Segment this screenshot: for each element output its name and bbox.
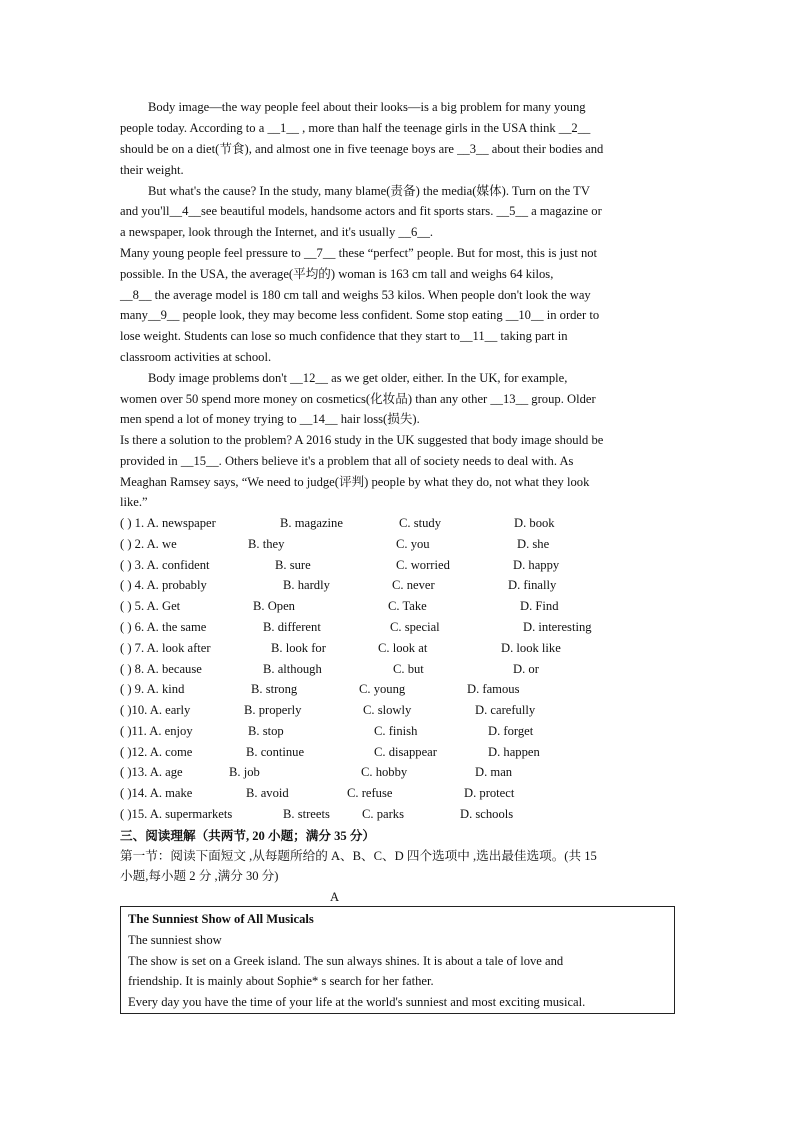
question-option-b: B. Open <box>253 599 295 613</box>
question-option-c: C. worried <box>396 558 450 572</box>
question-option-d: D. man <box>475 765 513 779</box>
question-option-a: ( ) 6. A. the same <box>120 620 207 634</box>
question-option-c: C. parks <box>362 807 404 821</box>
question-option-c: C. Take <box>388 599 427 613</box>
box-line: Every day you have the time of your life at the world's sunniest and most exciting musical. <box>128 995 586 1009</box>
question-option-a: ( )12. A. come <box>120 745 193 759</box>
question-option-d: D. she <box>517 537 550 551</box>
question-option-a: ( )10. A. early <box>120 703 191 717</box>
question-option-d: D. happen <box>488 745 540 759</box>
question-option-a: ( ) 3. A. confident <box>120 558 210 572</box>
question-option-c: C. hobby <box>361 765 408 779</box>
question-option-c: C. finish <box>374 724 418 738</box>
passage-line: lose weight. Students can lose so much confidence that they start to__11__ taking part in <box>120 329 568 343</box>
passage-line: a newspaper, look through the Internet, and it's usually __6__. <box>120 225 434 239</box>
question-option-a: ( ) 1. A. newspaper <box>120 516 216 530</box>
question-option-b: B. strong <box>251 682 298 696</box>
question-option-d: D. finally <box>508 578 557 592</box>
question-option-d: D. interesting <box>523 620 592 634</box>
part-label: A <box>330 890 340 904</box>
question-option-d: D. Find <box>520 599 559 613</box>
passage-line: __8__ the average model is 180 cm tall and weighs 53 kilos. When people don't look the way <box>120 288 591 302</box>
question-option-d: D. forget <box>488 724 534 738</box>
reading-passage-box <box>120 906 675 1014</box>
question-option-b: B. they <box>248 537 285 551</box>
question-option-a: ( ) 9. A. kind <box>120 682 185 696</box>
question-option-c: C. disappear <box>374 745 437 759</box>
question-option-b: B. although <box>263 662 322 676</box>
passage-line: Many young people feel pressure to __7__ these “perfect” people. But for most, this is just not <box>120 246 598 260</box>
question-option-c: C. study <box>399 516 441 530</box>
question-option-a: ( ) 2. A. we <box>120 537 177 551</box>
question-option-a: ( ) 8. A. because <box>120 662 202 676</box>
passage-line: Body image—the way people feel about their looks—is a big problem for many young <box>148 100 586 114</box>
passage-line: Is there a solution to the problem? A 2016 study in the UK suggested that body image should be <box>120 433 604 447</box>
box-line: friendship. It is mainly about Sophie* s search for her father. <box>128 974 434 988</box>
question-option-a: ( ) 7. A. look after <box>120 641 211 655</box>
passage-line: classroom activities at school. <box>120 350 272 364</box>
question-option-c: C. special <box>390 620 440 634</box>
question-option-b: B. streets <box>283 807 330 821</box>
passage-line: and you'll__4__see beautiful models, handsome actors and fit sports stars. __5__ a magazine or <box>120 204 602 218</box>
passage-line: people today. According to a __1__ , more than half the teenage girls in the USA think __2__ <box>120 121 591 135</box>
passage-line: women over 50 spend more money on cosmetics(化妆品) than any other __13__ group. Older <box>120 392 596 406</box>
question-option-d: D. look like <box>501 641 561 655</box>
question-option-b: B. continue <box>246 745 305 759</box>
question-option-a: ( ) 4. A. probably <box>120 578 207 592</box>
question-option-b: B. look for <box>271 641 326 655</box>
question-option-d: D. protect <box>464 786 515 800</box>
section-instruction: 第一节：阅读下面短文 ,从每题所给的 A、B、C、D 四个选项中 ,选出最佳选项。(共 15 <box>120 849 597 863</box>
passage-line: Meaghan Ramsey says, “We need to judge(评判) people by what they do, not what they look <box>120 475 590 489</box>
passage-line: possible. In the USA, the average(平均的) woman is 163 cm tall and weighs 64 kilos, <box>120 267 554 281</box>
box-line: The show is set on a Greek island. The sun always shines. It is about a tale of love and <box>128 954 564 968</box>
box-line: The sunniest show <box>128 933 222 947</box>
question-option-a: ( ) 5. A. Get <box>120 599 181 613</box>
question-option-d: D. book <box>514 516 555 530</box>
question-option-a: ( )11. A. enjoy <box>120 724 193 738</box>
question-option-d: D. or <box>513 662 539 676</box>
question-option-c: C. never <box>392 578 435 592</box>
question-option-c: C. refuse <box>347 786 393 800</box>
question-option-b: B. hardly <box>283 578 330 592</box>
passage-line: many__9__ people look, they may become less confident. Some stop eating __10__ in order to <box>120 308 600 322</box>
passage-line: their weight. <box>120 163 184 177</box>
question-option-b: B. sure <box>275 558 311 572</box>
passage-line: like.” <box>120 495 148 509</box>
question-option-d: D. schools <box>460 807 514 821</box>
section-instruction: 小题,每小题 2 分 ,满分 30 分) <box>120 869 279 883</box>
passage-line: men spend a lot of money trying to __14__ hair loss(损失). <box>120 412 420 426</box>
passage-line: should be on a diet(节食), and almost one in five teenage boys are __3__ about their bodies and <box>120 142 604 156</box>
question-option-c: C. slowly <box>363 703 412 717</box>
passage-line: provided in __15__. Others believe it's a problem that all of society needs to deal with. As <box>120 454 574 468</box>
passage-line: Body image problems don't __12__ as we get older, either. In the UK, for example, <box>148 371 568 385</box>
question-option-a: ( )14. A. make <box>120 786 193 800</box>
question-option-b: B. avoid <box>246 786 289 800</box>
section-heading: 三、阅读理解（共两节, 20 小题；满分 35 分） <box>120 829 376 843</box>
question-option-c: C. but <box>393 662 424 676</box>
question-option-d: D. happy <box>513 558 560 572</box>
question-option-d: D. carefully <box>475 703 536 717</box>
question-option-b: B. magazine <box>280 516 343 530</box>
question-option-c: C. young <box>359 682 406 696</box>
passage-line: But what's the cause? In the study, many blame(责备) the media(媒体). Turn on the TV <box>148 184 590 198</box>
question-option-a: ( )13. A. age <box>120 765 183 779</box>
question-option-c: C. look at <box>378 641 428 655</box>
question-option-b: B. properly <box>244 703 302 717</box>
question-option-b: B. job <box>229 765 260 779</box>
question-option-b: B. different <box>263 620 321 634</box>
question-option-c: C. you <box>396 537 430 551</box>
question-option-d: D. famous <box>467 682 520 696</box>
question-option-a: ( )15. A. supermarkets <box>120 807 233 821</box>
question-option-b: B. stop <box>248 724 284 738</box>
box-title: The Sunniest Show of All Musicals <box>128 912 314 926</box>
